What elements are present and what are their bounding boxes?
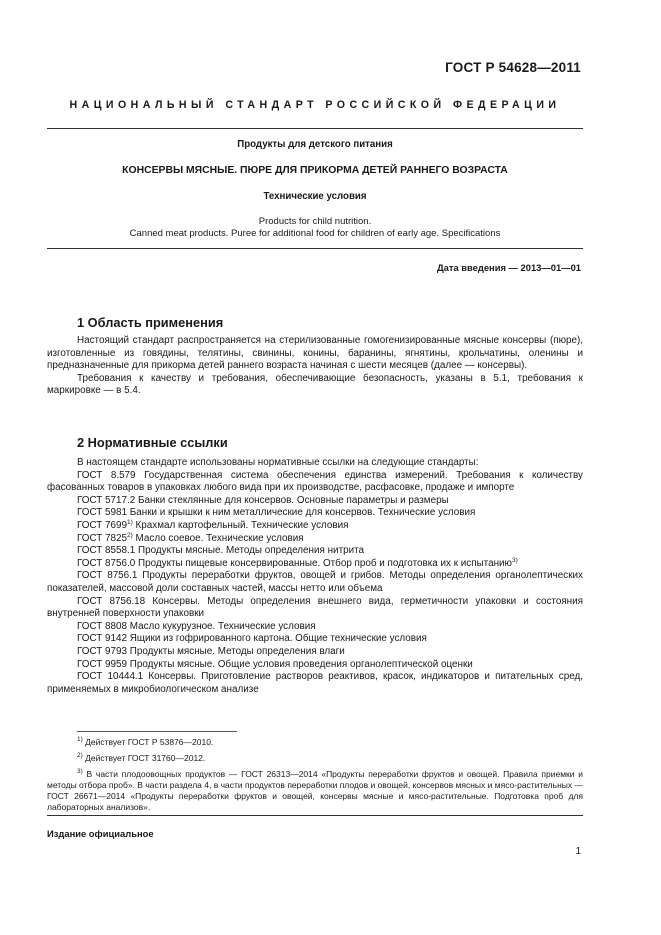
english-title-line-1: Products for child nutrition. [258, 216, 372, 227]
reference-gost-7699-title: Крахмал картофельный. Технические условия [132, 519, 349, 531]
footnote-1-mark: 1) [77, 736, 83, 743]
reference-gost-8756-0 [47, 558, 583, 571]
section-2-intro: В настоящем стандарте использованы нормативные ссылки на следующие стандарты: [77, 457, 479, 468]
footnote-1 [47, 737, 583, 748]
reference-gost-9142: ГОСТ 9142 Ящики из гофрированного картона. Общие технические условия [77, 633, 427, 645]
footnote-mark-3: 3) [511, 556, 518, 564]
section-1-heading: 1 Область применения [77, 315, 224, 330]
title-line-1: Продукты для детского питания [237, 139, 393, 150]
section-1-paragraph-1: Настоящий стандарт распространяется на стерилизованные гомогенизированные мясные консервы (пюре), изготовленные из говядины, телятины, свинины, конины, баранины, ягнятины, крольчатины, оленины и предназначенные для прикорма детей раннего возраста начиная с шести месяцев (далее — консервы). [47, 335, 583, 372]
reference-gost-9959: ГОСТ 9959 Продукты мясные. Общие условия проведения органолептической оценки [77, 658, 473, 670]
reference-gost-9793: ГОСТ 9793 Продукты мясные. Методы определения влаги [77, 645, 345, 657]
reference-gost-7825-code: ГОСТ 7825 [77, 532, 128, 544]
reference-gost-10444-1: ГОСТ 10444.1 Консервы. Приготовление растворов реактивов, красок, индикаторов и питательных сред, применяемых в микробиологическом анализе [47, 671, 583, 695]
footnotes [47, 737, 583, 813]
reference-gost-7825-title: Масло соевое. Технические условия [132, 532, 304, 544]
reference-gost-8558-1: ГОСТ 8558.1 Продукты мясные. Методы определения нитрита [77, 545, 365, 557]
reference-gost-8-579: ГОСТ 8.579 Государственная система обеспечения единства измерений. Требования к количеству фасованных товаров в упаковках любого вида при их производстве, расфасовке, продаже и импорте [47, 469, 583, 494]
official-edition-label: Издание официальное [47, 828, 154, 839]
reference-gost-7699-code: ГОСТ 7699 [77, 519, 128, 531]
reference-gost-8808: ГОСТ 8808 Масло кукурузное. Технические условия [77, 620, 316, 632]
section-2-body [47, 457, 583, 696]
reference-gost-7825 [47, 533, 583, 546]
reference-gost-5981: ГОСТ 5981 Банки и крышки к ним металлические для консервов. Технические условия [77, 507, 476, 519]
introduction-date: Дата введения — 2013—01—01 [436, 262, 581, 273]
title-line-3: Технические условия [263, 191, 367, 202]
footnote-2-mark: 2) [77, 752, 83, 759]
footnote-3 [47, 769, 583, 813]
gost-number: ГОСТ Р 54628—2011 [445, 60, 581, 75]
footnote-1-text: Действует ГОСТ Р 53876—2010. [82, 737, 214, 747]
section-1-body [47, 335, 583, 398]
section-2-heading: 2 Нормативные ссылки [77, 435, 228, 450]
footnote-2 [47, 753, 583, 764]
footnote-2-text: Действует ГОСТ 31760—2012. [82, 753, 206, 763]
footnote-mark-1: 1) [127, 518, 133, 526]
english-title-line-2: Canned meat products. Puree for additional food for children of early age. Specifications [129, 228, 501, 239]
footnote-3-mark: 3) [77, 768, 83, 775]
footnote-3-text: В части плодоовощных продуктов — ГОСТ 26313—2014 «Продукты переработки фруктов и овощей. Правила приемки и методы отбора проб». В части раздела 4, в части продуктов переработки плодов и овощей, консервов мясных и мясо-растительных — ГОСТ 26671—2014 «Продукты переработки фруктов и овощей, консервы мясные и мясо-растительные. Подготовка проб для лабораторных анализов». [47, 769, 583, 812]
title-rule [47, 248, 583, 249]
footnote-rule [77, 731, 237, 732]
reference-gost-8756-0-text: ГОСТ 8756.0 Продукты пищевые консервированные. Отбор проб и подготовка их к испытанию [77, 557, 512, 569]
reference-gost-8756-18: ГОСТ 8756.18 Консервы. Методы определения внешнего вида, герметичности упаковки и состояния внутренней поверхности упаковки [47, 595, 583, 620]
header-rule [47, 128, 583, 129]
reference-gost-8756-1: ГОСТ 8756.1 Продукты переработки фруктов, овощей и грибов. Методы определения органолептических показателей, массовой доли составных частей, массы нетто или объема [47, 570, 583, 594]
reference-gost-5717-2: ГОСТ 5717.2 Банки стеклянные для консервов. Основные параметры и размеры [77, 494, 449, 506]
footer-rule [47, 815, 583, 816]
section-1-paragraph-2: Требования к качеству и требования, обеспечивающие безопасность, указаны в 5.1, требования к маркировке — в 5.4. [47, 372, 583, 397]
page-number: 1 [575, 846, 581, 857]
national-standard-banner: НАЦИОНАЛЬНЫЙ СТАНДАРТ РОССИЙСКОЙ ФЕДЕРАЦИИ [69, 99, 561, 111]
footnote-mark-2: 2) [127, 531, 133, 539]
title-line-2: КОНСЕРВЫ МЯСНЫЕ. ПЮРЕ ДЛЯ ПРИКОРМА ДЕТЕЙ РАННЕГО ВОЗРАСТА [122, 165, 508, 176]
